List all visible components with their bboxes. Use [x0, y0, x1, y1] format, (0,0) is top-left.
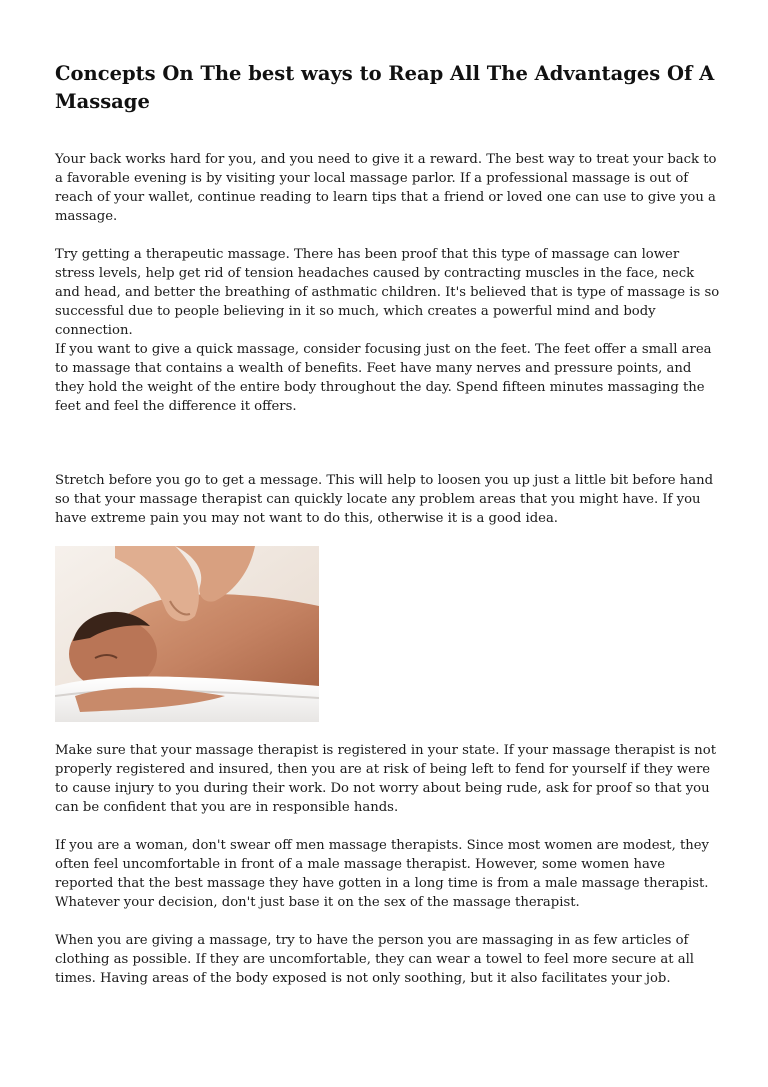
paragraph-4: Stretch before you go to get a message. This will help to loosen you up just a little bit before hand so that your massage therapist can quickly locate any problem areas that you might have. If you have extreme pain you may not want to do this, otherwise it is a good idea.: [55, 473, 714, 526]
paragraph-6: If you are a woman, don't swear off men massage therapists. Since most women are modest, they often feel uncomfortable in front of a male massage therapist. However, some women have reported that the best massage they have gotten in a long time is from a male massage therapist. Whatever your decision, don't just base it on the sex of the massage therapist.: [55, 838, 709, 910]
paragraph-2: Try getting a therapeutic massage. There has been proof that this type of massage can lower stress levels, help get rid of tension headaches caused by contracting muscles in the face, neck and head, and better the breathing of asthmatic children. It's believed that is type of massage is so successful due to people believing in it so much, which creates a powerful mind and body connection.: [55, 247, 720, 338]
massage-photo-icon: [55, 546, 319, 722]
paragraph-1: Your back works hard for you, and you need to give it a reward. The best way to treat your back to a favorable evening is by visiting your local massage parlor. If a professional massage is out of reach of your wallet, continue reading to learn tips that a friend or loved one can use to give you a massage.: [55, 152, 717, 224]
massage-photo: [55, 546, 319, 722]
paragraph-7: When you are giving a massage, try to have the person you are massaging in as few articles of clothing as possible. If they are uncomfortable, they can wear a towel to feel more secure at all times. Having areas of the body exposed is not only soothing, but it also facilitates your job.: [55, 933, 695, 986]
article-title: Concepts On The best ways to Reap All The Advantages Of A Massage: [55, 62, 715, 113]
paragraph-3: If you want to give a quick massage, consider focusing just on the feet. The feet offer a small area to massage that contains a wealth of benefits. Feet have many nerves and pressure points, and they hold the weight of the entire body throughout the day. Spend fifteen minutes massaging the feet and feel the difference it offers.: [55, 342, 712, 414]
paragraph-5: Make sure that your massage therapist is registered in your state. If your massage therapist is not properly registered and insured, then you are at risk of being left to fend for yourself if they were to cause injury to you during their work. Do not worry about being rude, ask for proof so that you can be confident that you are in responsible hands.: [55, 743, 717, 815]
